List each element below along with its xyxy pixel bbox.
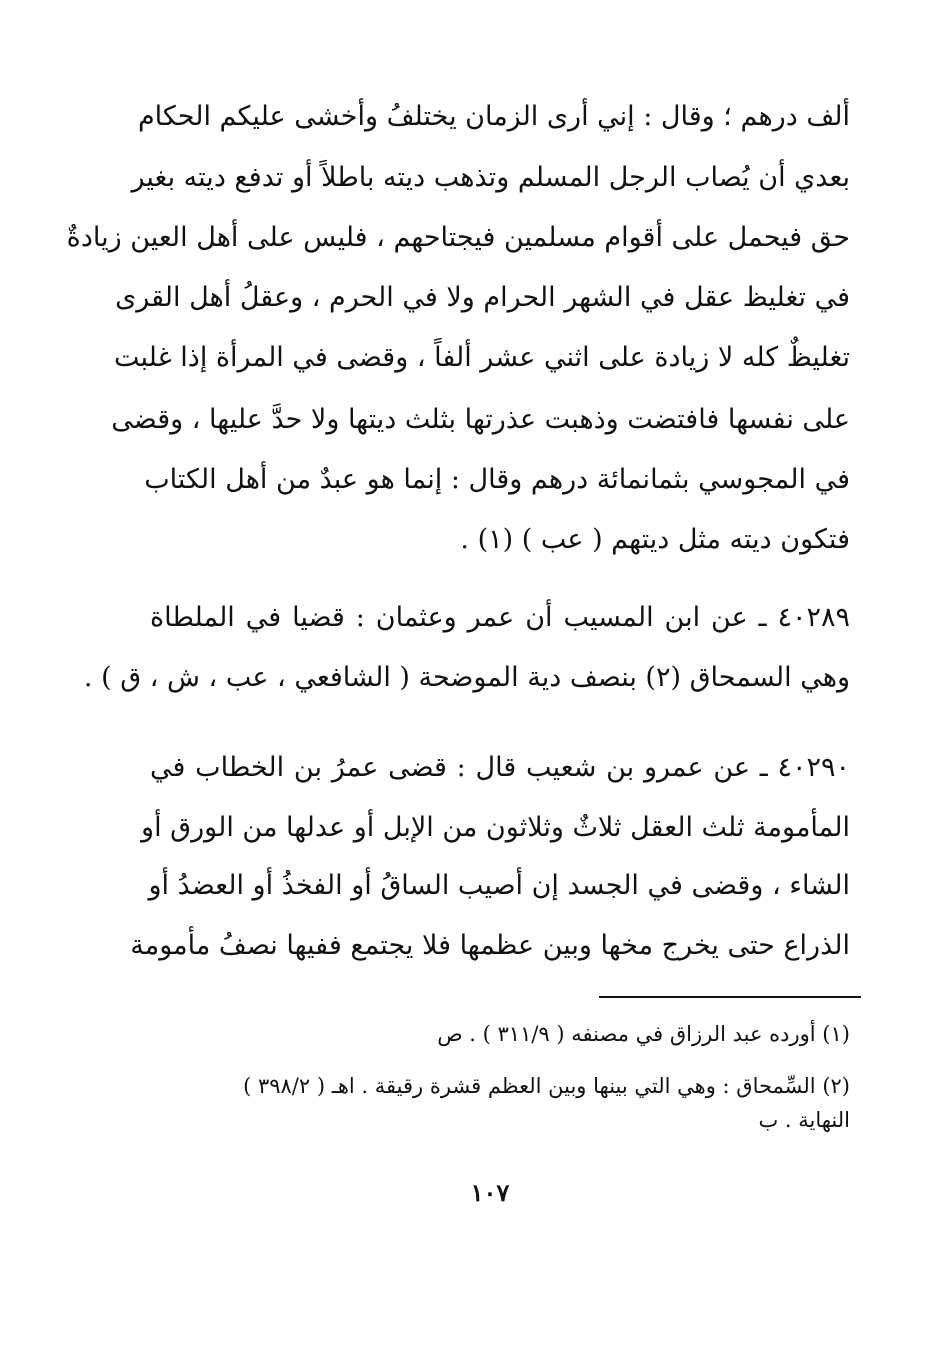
paragraph-1-line-7: في المجوسي بثمانمائة درهم وقال : إنما هو عبدٌ من أهل الكتاب [144, 464, 850, 495]
footnote-separator [599, 996, 861, 998]
paragraph-1-line-8: فتكون ديته مثل ديتهم ( عب ) (١) . [460, 524, 850, 555]
footnote-2-line-1: (٢) السِّمحاق : وهي التي بينها وبين العظم قشرة رقيقة . اهـ ( ٣٩٨/٢ ) [243, 1074, 850, 1098]
paragraph-1-line-6: على نفسها فافتضت وذهبت عذرتها بثلث ديتها ولا حدَّ عليها ، وقضى [111, 404, 850, 435]
page-number: ١٠٧ [470, 1178, 510, 1207]
paragraph-2-line-1: ٤٠٢٨٩ ـ عن ابن المسيب أن عمر وعثمان : قضيا في الملطاة [150, 602, 850, 633]
paragraph-2-line-2: وهي السمحاق (٢) بنصف دية الموضحة ( الشافعي ، عب ، ش ، ق ) . [83, 662, 850, 693]
paragraph-1-line-1: ألف درهم ؛ وقال : إني أرى الزمان يختلفُ وأخشى عليكم الحكام [137, 101, 850, 132]
footnote-2-line-2: النهاية . ب [758, 1108, 850, 1132]
paragraph-3-line-2: المأمومة ثلث العقل ثلاثٌ وثلاثون من الإبل أو عدلها من الورق أو [141, 812, 850, 843]
paragraph-1-line-4: في تغليظ عقل في الشهر الحرام ولا في الحرم ، وعقلُ أهل القرى [115, 282, 850, 313]
paragraph-1-line-5: تغليظٌ كله لا زيادة على اثني عشر ألفاً ، وقضى في المرأة إذا غلبت [114, 342, 850, 373]
paragraph-3-line-1: ٤٠٢٩٠ ـ عن عمرو بن شعيب قال : قضى عمرُ بن الخطاب في [150, 752, 850, 783]
footnote-1: (١) أورده عبد الرزاق في مصنفه ( ٣١١/٩ ) . ص [437, 1022, 850, 1046]
paragraph-1-line-3: حق فيحمل على أقوام مسلمين فيجتاحهم ، فليس على أهل العين زيادةٌ [66, 222, 850, 253]
paragraph-3-line-4: الذراع حتى يخرج مخها وبين عظمها فلا يجتمع ففيها نصفُ مأمومة [130, 930, 850, 961]
paragraph-1-line-2: بعدي أن يُصاب الرجل المسلم وتذهب ديته باطلاً أو تدفع ديته بغير [131, 162, 850, 193]
paragraph-3-line-3: الشاء ، وقضى في الجسد إن أصيب الساقُ أو الفخذُ أو العضدُ أو [148, 870, 850, 901]
